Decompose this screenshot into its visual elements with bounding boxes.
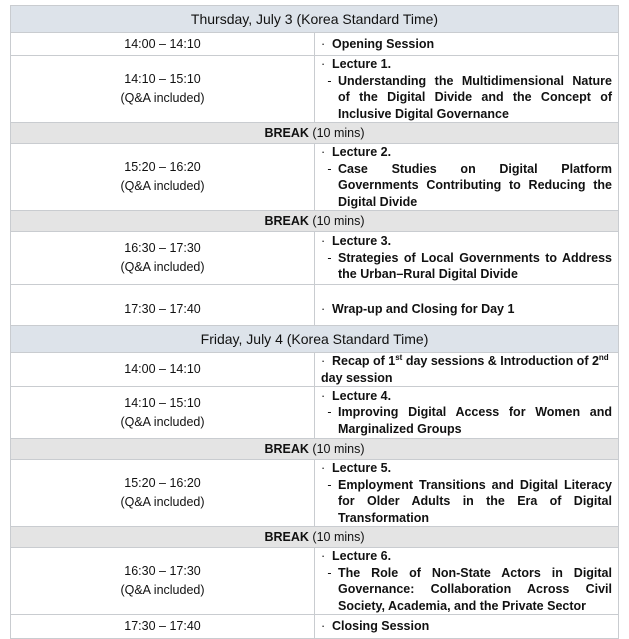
session-title: Closing Session xyxy=(332,619,430,634)
break-label: BREAK xyxy=(264,214,309,228)
time-range: 17:30 – 17:40 xyxy=(124,619,201,633)
session-desc xyxy=(315,353,619,387)
time-range: 16:30 – 17:30 xyxy=(124,564,201,578)
break-cell xyxy=(11,123,619,144)
bullet-icon: · xyxy=(321,549,326,563)
time-range: 14:10 – 15:10 xyxy=(124,395,201,410)
lecture-topic: Understanding the Multidimensional Nature of the Digital Divide and the Concept of Inclusive Digital Governance xyxy=(338,73,612,121)
table-row xyxy=(11,387,619,439)
recap-title xyxy=(321,354,609,385)
qa-note: (Q&A included) xyxy=(120,414,205,429)
ordinal-sup: nd xyxy=(598,352,609,362)
session-time xyxy=(11,232,315,285)
table-row xyxy=(11,56,619,123)
dash-icon: - xyxy=(327,565,332,580)
day1-header-row xyxy=(11,6,619,33)
qa-note: (Q&A included) xyxy=(120,91,205,105)
break-row xyxy=(11,211,619,232)
lecture-title: Lecture 5. xyxy=(332,461,392,475)
lecture-topic: Case Studies on Digital Platform Governments Contributing to Reducing the Digital Divide xyxy=(338,161,612,209)
break-duration: (10 mins) xyxy=(312,214,365,228)
dash-icon: - xyxy=(327,250,332,265)
break-duration: (10 mins) xyxy=(312,442,365,456)
session-time xyxy=(11,460,315,527)
session-desc xyxy=(315,548,619,615)
day2-header: Friday, July 4 (Korea Standard Time) xyxy=(11,326,619,353)
session-time xyxy=(11,387,315,439)
qa-note: (Q&A included) xyxy=(120,583,205,597)
session-desc xyxy=(315,232,619,285)
break-duration: (10 mins) xyxy=(312,126,365,140)
recap-text-c: day session xyxy=(321,370,393,385)
break-row xyxy=(11,439,619,460)
break-cell xyxy=(11,527,619,548)
table-row xyxy=(11,33,619,56)
recap-text-a: Recap of 1 xyxy=(332,354,396,368)
break-label: BREAK xyxy=(264,126,309,140)
time-range: 17:30 – 17:40 xyxy=(124,302,201,316)
day2-schedule-table xyxy=(10,325,619,639)
qa-note: (Q&A included) xyxy=(120,495,205,509)
session-time xyxy=(11,144,315,211)
bullet-icon: · xyxy=(321,388,326,403)
time-range: 15:20 – 16:20 xyxy=(124,476,201,490)
break-duration: (10 mins) xyxy=(312,530,365,544)
dash-icon: - xyxy=(327,161,332,176)
dash-icon: - xyxy=(327,477,332,492)
lecture-title: Lecture 4. xyxy=(332,388,392,403)
bullet-icon: · xyxy=(321,145,326,159)
table-row xyxy=(11,548,619,615)
table-row xyxy=(11,353,619,387)
time-range: 14:00 – 14:10 xyxy=(124,362,201,376)
recap-text-b: day sessions & Introduction of 2 xyxy=(402,354,599,368)
day1-header: Thursday, July 3 (Korea Standard Time) xyxy=(11,6,619,33)
session-time xyxy=(11,353,315,387)
session-title: Opening Session xyxy=(332,36,435,51)
table-row xyxy=(11,144,619,211)
lecture-title: Lecture 1. xyxy=(332,57,392,71)
session-time xyxy=(11,56,315,123)
qa-note: (Q&A included) xyxy=(120,260,205,274)
day2-header-row xyxy=(11,326,619,353)
dash-icon: - xyxy=(327,73,332,88)
session-title: Wrap-up and Closing for Day 1 xyxy=(332,302,515,317)
session-desc xyxy=(315,144,619,211)
table-row xyxy=(11,460,619,527)
break-cell xyxy=(11,211,619,232)
time-range: 14:00 – 14:10 xyxy=(124,36,201,51)
dash-icon: - xyxy=(327,405,332,420)
bullet-icon: · xyxy=(321,461,326,475)
session-desc xyxy=(315,615,619,639)
break-label: BREAK xyxy=(264,530,309,544)
lecture-topic: The Role of Non-State Actors in Digital Governance: Collaboration Across Civil Society, Academia, and the Private Sector xyxy=(338,565,612,613)
time-range: 14:10 – 15:10 xyxy=(124,72,201,86)
session-desc xyxy=(315,460,619,527)
day1-schedule-table xyxy=(10,5,619,335)
break-cell xyxy=(11,439,619,460)
table-row xyxy=(11,232,619,285)
bullet-icon: · xyxy=(321,619,326,634)
session-desc xyxy=(315,33,619,56)
session-time xyxy=(11,33,315,56)
lecture-title: Lecture 2. xyxy=(332,145,392,159)
bullet-icon: · xyxy=(321,302,326,317)
lecture-title: Lecture 6. xyxy=(332,549,392,563)
lecture-topic: Employment Transitions and Digital Literacy for Older Adults in the Era of Digital Transformation xyxy=(338,477,612,525)
bullet-icon: · xyxy=(321,36,326,51)
table-row xyxy=(11,615,619,639)
session-desc xyxy=(315,56,619,123)
lecture-topic: Improving Digital Access for Women and Marginalized Groups xyxy=(338,405,612,436)
bullet-icon: · xyxy=(321,234,326,249)
time-range: 15:20 – 16:20 xyxy=(124,160,201,174)
qa-note: (Q&A included) xyxy=(120,179,205,193)
session-time xyxy=(11,548,315,615)
session-time xyxy=(11,615,315,639)
break-row xyxy=(11,527,619,548)
session-desc xyxy=(315,387,619,439)
bullet-icon: · xyxy=(321,57,326,71)
lecture-title: Lecture 3. xyxy=(332,234,392,249)
bullet-icon: · xyxy=(321,354,326,368)
ordinal-sup: st xyxy=(395,352,403,362)
lecture-topic: Strategies of Local Governments to Address the Urban–Rural Digital Divide xyxy=(338,250,612,282)
time-range: 16:30 – 17:30 xyxy=(124,241,201,255)
break-label: BREAK xyxy=(264,442,309,456)
break-row xyxy=(11,123,619,144)
